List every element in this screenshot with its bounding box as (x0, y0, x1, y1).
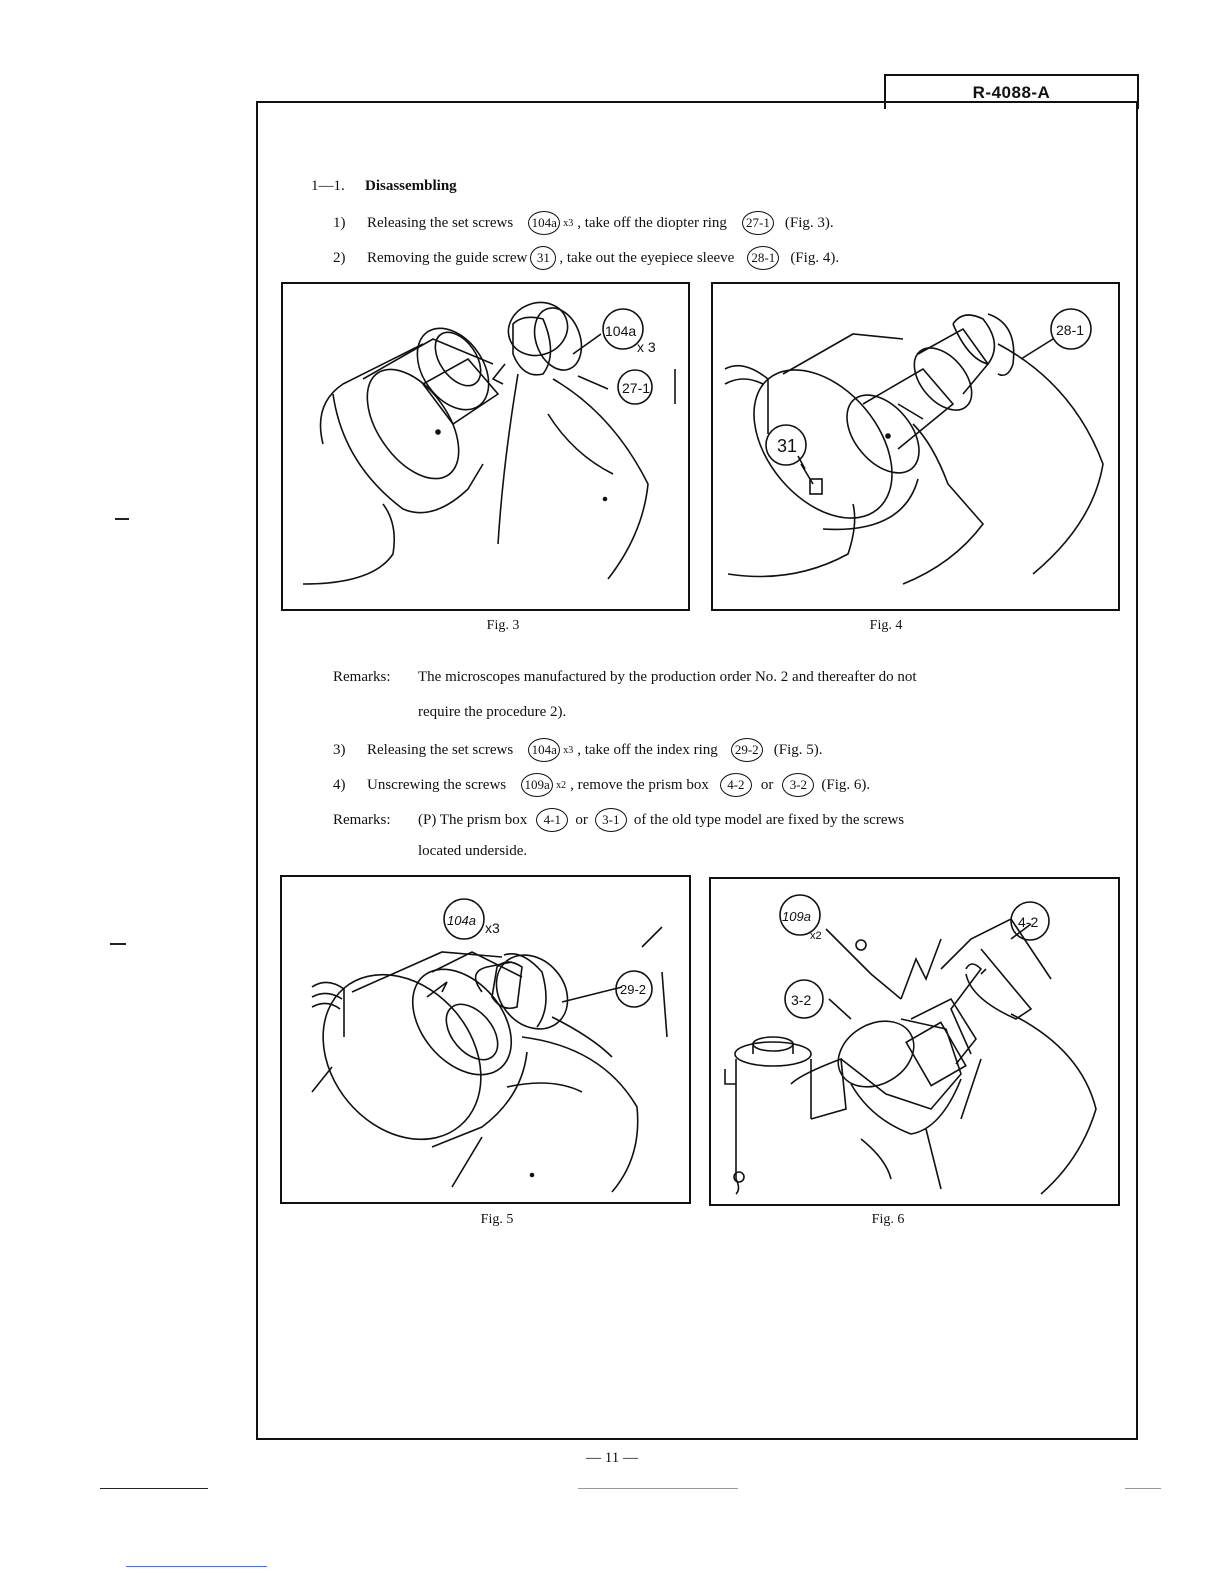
multiplier: x3 (563, 744, 574, 756)
part-callout: 104a (528, 738, 560, 762)
figure-6-drawing (711, 879, 1118, 1204)
callout-label: 104a (605, 323, 637, 339)
figure-5 (280, 875, 691, 1204)
figure-5-drawing (282, 877, 689, 1202)
callout-label: 109a (782, 909, 811, 924)
conjunction: or (575, 811, 588, 828)
step-number: 2) (333, 249, 346, 266)
margin-mark (126, 1566, 267, 1567)
figure-3-drawing (283, 284, 688, 609)
remark-text: (P) The prism box (418, 811, 528, 828)
part-callout: 109a (521, 773, 553, 797)
margin-mark (1125, 1488, 1161, 1489)
conjunction: or (760, 776, 774, 793)
part-callout: 29-2 (731, 738, 763, 762)
remark-2-continued (418, 843, 527, 860)
margin-mark (100, 1488, 208, 1489)
step-text: , take off the index ring (577, 741, 718, 758)
step-1 (333, 211, 834, 235)
margin-mark (578, 1488, 738, 1489)
section-heading (311, 178, 457, 195)
figure-6 (709, 877, 1120, 1206)
step-text: Removing the guide screw (367, 249, 528, 266)
callout-label: 28-1 (1056, 322, 1085, 338)
remark-text: require the procedure 2). (418, 704, 567, 720)
margin-mark (115, 518, 129, 520)
step-4 (333, 773, 870, 797)
multiplier: x3 (563, 217, 574, 229)
callout-label: 3-2 (791, 992, 812, 1008)
step-text: , take off the diopter ring (577, 214, 727, 231)
step-text: Releasing the set screws (367, 741, 514, 758)
callout-label: 31 (777, 436, 798, 456)
multiplier: x2 (556, 779, 567, 791)
document-code: R-4088-A (884, 74, 1139, 109)
callout-label: x3 (485, 920, 500, 936)
part-callout: 28-1 (747, 246, 779, 270)
figure-3-caption: Fig. 3 (486, 618, 520, 633)
step-text: Releasing the set screws (367, 214, 514, 231)
margin-mark (110, 943, 126, 945)
part-callout: 3-2 (782, 773, 814, 797)
step-number: 4) (333, 776, 346, 793)
figure-reference: (Fig. 5). (773, 741, 823, 758)
callout-label: x 3 (637, 339, 656, 355)
part-callout: 4-1 (536, 808, 568, 832)
callout-label: x2 (810, 930, 822, 942)
section-title: Disassembling (365, 178, 457, 194)
figure-reference: (Fig. 4). (790, 249, 840, 266)
part-callout: 104a (528, 211, 560, 235)
step-number: 1) (333, 214, 346, 231)
page-number: — 11 — (586, 1450, 638, 1466)
part-callout: 27-1 (742, 211, 774, 235)
callout-label: 4-2 (1018, 914, 1039, 930)
step-3 (333, 738, 822, 762)
step-text: , remove the prism box (570, 776, 709, 793)
remark-1 (333, 669, 917, 686)
step-text: , take out the eyepiece sleeve (559, 249, 735, 266)
figure-4-drawing (713, 284, 1118, 609)
step-text: Unscrewing the screws (367, 776, 507, 793)
figure-5-caption: Fig. 5 (480, 1212, 514, 1227)
part-callout: 31 (530, 246, 556, 270)
callout-label: 104a (447, 913, 476, 928)
figure-4 (711, 282, 1120, 611)
part-callout: 3-1 (595, 808, 627, 832)
remark-label: Remarks: (333, 669, 391, 685)
figure-4-caption: Fig. 4 (869, 618, 903, 633)
figure-reference: (Fig. 6). (821, 776, 871, 793)
section-number: 1—1. (311, 178, 345, 194)
remark-1-continued (418, 704, 566, 721)
figure-reference: (Fig. 3). (784, 214, 834, 231)
step-2 (333, 246, 839, 270)
remark-text: The microscopes manufactured by the production order No. 2 and thereafter do not (418, 669, 917, 685)
remark-text: of the old type model are fixed by the screws (633, 811, 905, 828)
step-number: 3) (333, 741, 346, 758)
remark-text: located underside. (418, 843, 528, 859)
callout-label: 27-1 (622, 380, 651, 396)
part-callout: 4-2 (720, 773, 752, 797)
figure-3 (281, 282, 690, 611)
remark-label: Remarks: (333, 811, 391, 828)
figure-6-caption: Fig. 6 (871, 1212, 905, 1227)
remark-2 (333, 808, 904, 832)
callout-label: 29-2 (620, 982, 647, 997)
